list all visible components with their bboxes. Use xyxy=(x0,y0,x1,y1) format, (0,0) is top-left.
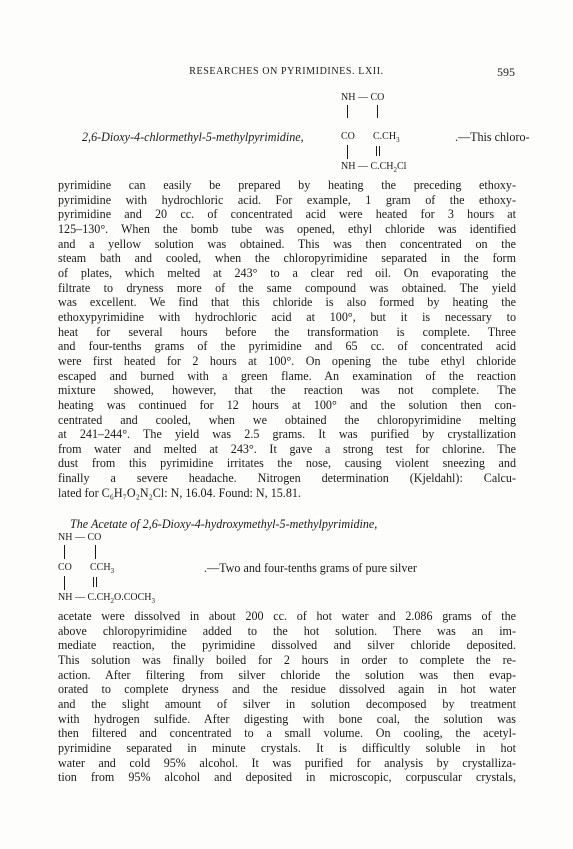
text-line: 125–130°. When the bomb tube was opened, ethyl chloride was identified xyxy=(58,221,516,236)
formula2-double-bond-b xyxy=(96,577,97,587)
text-line: was excellent. We find that this chloride is also formed by heating the xyxy=(58,295,516,310)
text-line: tion from 95% alcohol and deposited in microscopic, corpuscular crystals, xyxy=(58,770,516,785)
text-line: ethoxypyrimidine with hydrochloric acid at 100°, but it is necessary to xyxy=(58,309,516,324)
text-line: heating was continued for 12 hours at 100° and the solution then con- xyxy=(58,397,516,412)
text-line: and the slight amount of silver in solution decomposed by treatment xyxy=(58,696,516,711)
formula2-mid-right: $CCH_3$ xyxy=(90,562,115,575)
heading-prefix: The Acetate of xyxy=(70,517,143,531)
section-heading-acetate xyxy=(58,517,377,532)
formula2-bond-left-lower xyxy=(64,576,65,590)
formula2-trailing-text: .—Two and four-tenths grams of pure silver xyxy=(204,561,417,575)
page-number: 595 xyxy=(497,65,515,79)
formula2-mid-left: CO xyxy=(58,562,72,573)
text-line: filtrate to dryness more of the same compound was obtained. The yield xyxy=(58,280,516,295)
text-line: from water and melted at 243°. It gave a strong test for chlorine. The xyxy=(58,441,516,456)
text-line: steam bath and cooled, when the chloropyrimidine separated in the form xyxy=(58,251,516,266)
text-line: dust from this pyrimidine irritates the nose, causing violent sneezing and xyxy=(58,456,516,471)
formula1-bond-right xyxy=(377,105,378,118)
text-line: above chloropyrimidine added to the hot solution. There was an im- xyxy=(58,623,516,638)
paragraph-acetate xyxy=(58,609,516,785)
formula1-bottom: NH — $C.CH_2Cl$ xyxy=(341,161,407,174)
text-line: pyrimidine and 20 cc. of concentrated acid were heated for 3 hours at xyxy=(58,207,516,222)
text-line: of plates, which melted at 243° to a clear red oil. On evaporating the xyxy=(58,265,516,280)
formula1-top: NH — CO xyxy=(341,92,385,103)
text-line: pyrimidine separated in minute crystals. It is difficultly soluble in hot xyxy=(58,740,516,755)
running-title: RESEARCHES ON PYRIMIDINES. LXII. xyxy=(189,66,384,77)
formula2-bottom: NH — $C.CH_2O.COCH_3$ xyxy=(58,592,156,605)
formula1-bond-left-lower xyxy=(347,145,348,159)
text-line: and a yellow solution was obtained. This was then concentrated on the xyxy=(58,236,516,251)
formula1-double-bond-b xyxy=(379,146,380,156)
formula2-double-bond-a xyxy=(93,577,94,587)
formula1-mid-right: $C.CH_3$ xyxy=(373,131,400,144)
formula1-double-bond-a xyxy=(376,146,377,156)
text-line: This solution was finally boiled for 2 hours in order to complete the re- xyxy=(58,652,516,667)
formula1-mid-left: CO xyxy=(341,131,355,142)
text-line: action. After filtering from silver chloride the solution was then evap- xyxy=(58,667,516,682)
text-line: at 241–244°. The yield was 2.5 grams. It was purified by crystallization xyxy=(58,427,516,442)
text-line: then filtered and concentrated to a small volume. On cooling, the acetyl- xyxy=(58,726,516,741)
text-line: finally a severe headache. Nitrogen determination (Kjeldahl): Calcu- xyxy=(58,471,516,486)
text-line: pyrimidine with hydrochloric acid. For example, 1 gram of the ethoxy- xyxy=(58,192,516,207)
formula2-top: NH — CO xyxy=(58,532,102,543)
formula2-bond-left xyxy=(64,545,65,559)
compound-name-chloromethyl: 2,6-Dioxy-4-chlormethyl-5-methylpyrimidine, xyxy=(82,130,304,144)
running-head xyxy=(58,66,515,82)
text-line: escaped and burned with a green flame. An examination of the reaction xyxy=(58,368,516,383)
text-line: orated to complete dryness and the residue dissolved again in hot water xyxy=(58,682,516,697)
text-line: mixture showed, however, that the reaction was not complete. The xyxy=(58,383,516,398)
text-line: water and cold 95% alcohol. It was purified for analysis by crystalliza- xyxy=(58,755,516,770)
formula1-bond-left xyxy=(347,105,348,118)
text-line: pyrimidine can easily be prepared by heating the preceding ethoxy- xyxy=(58,178,516,192)
text-line: heat for several hours before the transformation is complete. Three xyxy=(58,324,516,339)
heading-compound-name: 2,6-Dioxy-4-hydroxymethyl-5-methylpyrimidine, xyxy=(142,517,378,531)
text-line: and four-tenths grams of the pyrimidine and 65 cc. of concentrated acid xyxy=(58,339,516,354)
formula2-bond-right xyxy=(95,545,96,559)
text-line: were first heated for 2 hours at 100°. On opening the tube ethyl chloride xyxy=(58,353,516,368)
text-line: with hydrogen sulfide. After digesting with bone coal, the solution was xyxy=(58,711,516,726)
paragraph-chloropyrimidine xyxy=(58,178,516,500)
text-line: centrated and cooled, when we obtained the chloropyrimidine melting xyxy=(58,412,516,427)
intro-trailing-text: .—This chloro- xyxy=(455,130,530,144)
text-line: lated for C₆H₇O₂N₂Cl: N, 16.04. Found: N, 15.81. xyxy=(58,485,301,500)
text-line: mediate reaction, the pyrimidine dissolved and silver chloride deposited. xyxy=(58,638,516,653)
text-line: acetate were dissolved in about 200 cc. of hot water and 2.086 grams of the xyxy=(58,609,516,623)
